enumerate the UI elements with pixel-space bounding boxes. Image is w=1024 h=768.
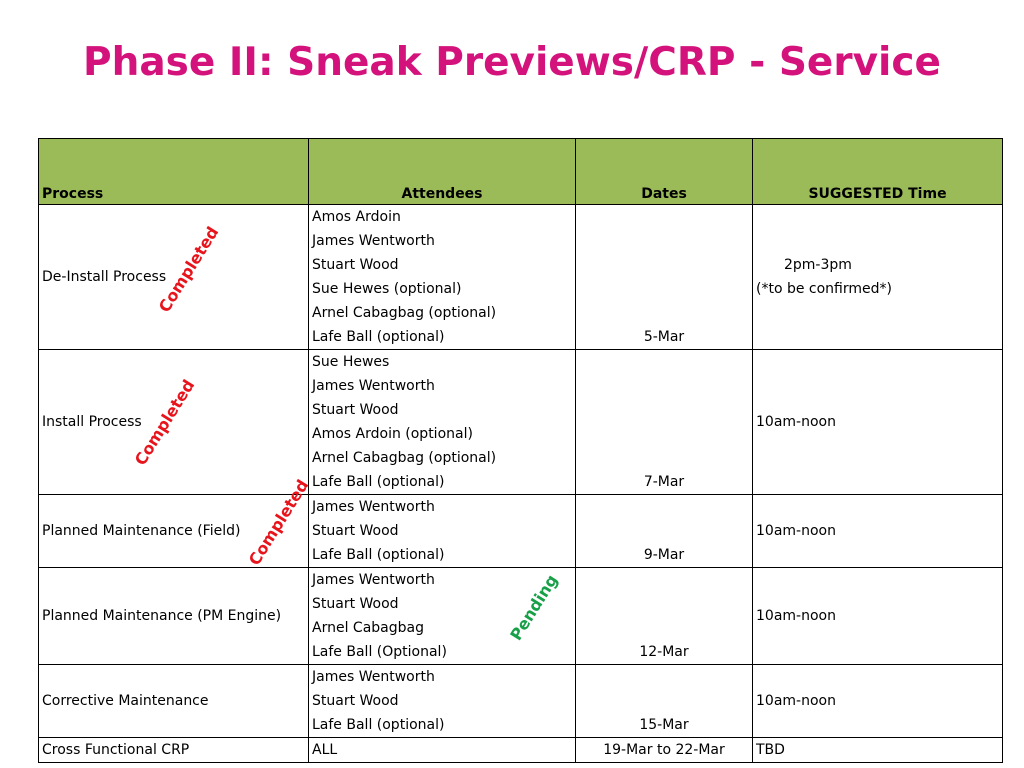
attendee: Amos Ardoin (optional) — [312, 426, 473, 442]
attendee: Arnel Cabagbag — [312, 620, 424, 636]
attendee: Lafe Ball (optional) — [312, 717, 445, 733]
process-cell: Corrective Maintenance — [39, 665, 309, 738]
attendee: Lafe Ball (optional) — [312, 329, 445, 345]
attendee: Sue Hewes (optional) — [312, 281, 462, 297]
time-value: 10am-noon — [756, 608, 836, 624]
time-note: (*to be confirmed*) — [756, 281, 892, 297]
attendee: Arnel Cabagbag (optional) — [312, 305, 497, 321]
time-cell — [753, 568, 1003, 665]
process-cell: Install Process — [39, 350, 309, 495]
time-cell — [753, 205, 1003, 350]
date-cell: 19-Mar to 22-Mar — [576, 738, 753, 763]
date-cell: 15-Mar — [576, 665, 753, 738]
attendee: Arnel Cabagbag (optional) — [312, 450, 497, 466]
time-cell — [753, 665, 1003, 738]
attendee: James Wentworth — [312, 233, 435, 249]
table-row — [39, 495, 1003, 568]
pending-stamp: Pending — [506, 571, 562, 644]
time-value: 10am-noon — [756, 693, 836, 709]
table-row — [39, 738, 1003, 763]
attendees-cell — [309, 738, 576, 763]
attendees-cell — [309, 350, 576, 495]
table-row — [39, 350, 1003, 495]
time-cell — [753, 738, 1003, 763]
table-header-row — [39, 139, 1003, 205]
attendee: Sue Hewes — [312, 354, 390, 370]
attendee: Stuart Wood — [312, 693, 399, 709]
attendees-cell — [309, 495, 576, 568]
date-cell: 5-Mar — [576, 205, 753, 350]
header-dates: Dates — [576, 139, 753, 205]
time-cell — [753, 350, 1003, 495]
completed-stamp: Completed — [244, 476, 313, 569]
process-cell: Planned Maintenance (Field) — [39, 495, 309, 568]
process-cell: Cross Functional CRP — [39, 738, 309, 763]
time-value: 10am-noon — [756, 414, 836, 430]
attendee: James Wentworth — [312, 669, 435, 685]
attendee: Amos Ardoin — [312, 209, 401, 225]
header-attendees: Attendees — [309, 139, 576, 205]
attendees-cell — [309, 665, 576, 738]
completed-stamp: Completed — [130, 376, 199, 469]
attendees-cell — [309, 205, 576, 350]
attendee: Stuart Wood — [312, 402, 399, 418]
time-value: 2pm-3pm — [784, 257, 852, 273]
date-cell: 9-Mar — [576, 495, 753, 568]
attendee: Lafe Ball (optional) — [312, 474, 445, 490]
attendee: James Wentworth — [312, 499, 435, 515]
header-process: Process — [39, 139, 309, 205]
date-cell: 7-Mar — [576, 350, 753, 495]
time-cell — [753, 495, 1003, 568]
date-cell: 12-Mar — [576, 568, 753, 665]
attendee: Lafe Ball (optional) — [312, 547, 445, 563]
page-title: Phase II: Sneak Previews/CRP - Service — [83, 40, 941, 85]
attendee: ALL — [312, 742, 338, 758]
time-value: 10am-noon — [756, 523, 836, 539]
completed-stamp: Completed — [154, 223, 223, 316]
time-value: TBD — [756, 742, 785, 758]
attendee: Stuart Wood — [312, 596, 399, 612]
process-cell: De-Install Process — [39, 205, 309, 350]
attendee: Stuart Wood — [312, 523, 399, 539]
attendee: Lafe Ball (Optional) — [312, 644, 447, 660]
header-suggested-time: SUGGESTED Time — [753, 139, 1003, 205]
table-row — [39, 665, 1003, 738]
attendee: James Wentworth — [312, 572, 435, 588]
schedule-table — [38, 138, 1003, 763]
process-cell: Planned Maintenance (PM Engine) — [39, 568, 309, 665]
attendee: Stuart Wood — [312, 257, 399, 273]
attendee: James Wentworth — [312, 378, 435, 394]
